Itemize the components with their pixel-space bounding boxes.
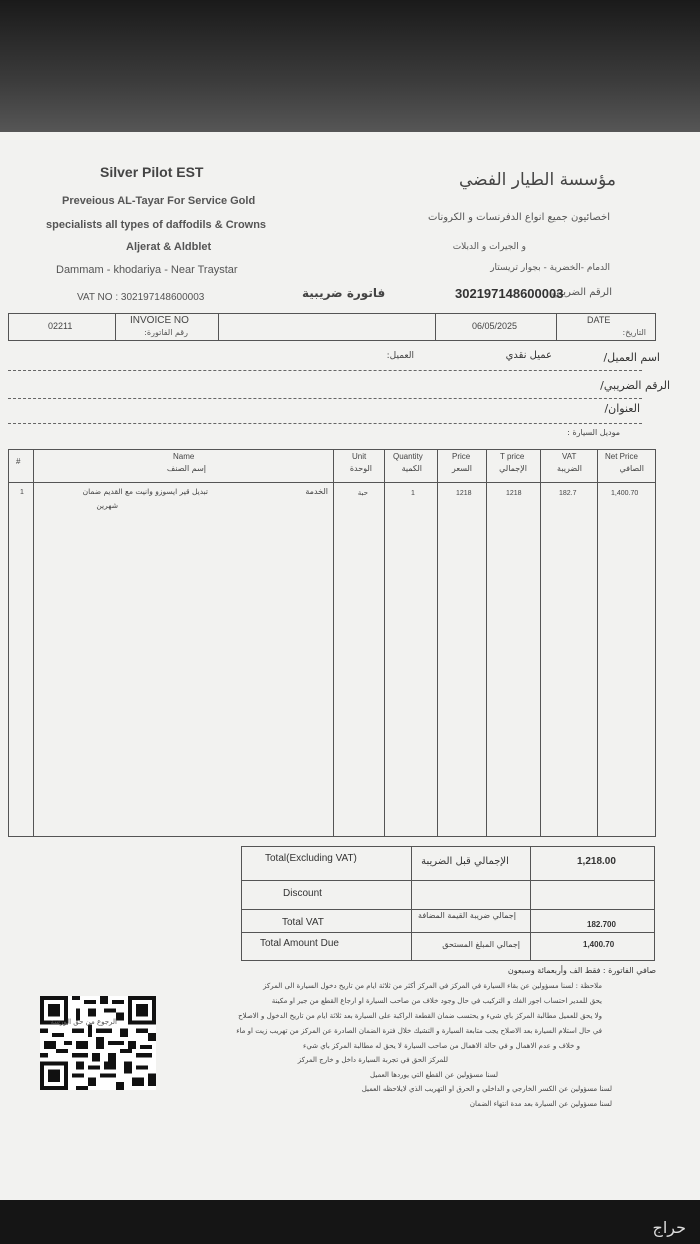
row-name-line1: تبديل قير ايسوزو وانيت مع القديم ضمان <box>82 487 208 496</box>
invoice-date: 06/05/2025 <box>472 321 518 331</box>
amount-due-label-ar: إجمالي المبلغ المستحق <box>442 940 520 949</box>
note-line-6: للمركز الحق في تجربة السيارة داخل و خارج المركز <box>297 1056 448 1064</box>
header-net-price: Net Price <box>605 452 638 461</box>
company-line1-en: Preveious AL-Tayar For Service Gold <box>62 195 256 207</box>
row-price: 1218 <box>456 490 472 497</box>
header-vat-ar: الضريبة <box>557 464 582 473</box>
header-vat: VAT <box>562 452 577 461</box>
client-label: العميل: <box>386 351 414 361</box>
total-excl-label: Total(Excluding VAT) <box>265 853 357 864</box>
header-price: Price <box>452 452 471 461</box>
row-index: 1 <box>20 489 24 496</box>
company-name-en: Silver Pilot EST <box>100 164 204 180</box>
invoice-paper <box>0 132 700 1200</box>
note-line-9: لسنا مسؤولين عن السيارة بعد مدة انتهاء الضمان <box>469 1100 612 1108</box>
amount-in-words: صافي الفاتورة : فقط الف وأربعمائة وسبعون <box>507 966 656 975</box>
header-tprice-ar: الإجمالي <box>499 464 527 473</box>
company-line2-en: specialists all types of daffodils & Crowns <box>46 219 267 231</box>
date-label-ar: التاريخ: <box>622 328 646 337</box>
qr-code <box>40 996 156 1090</box>
header-unit-ar: الوحدة <box>349 464 372 473</box>
invoice-number: 02211 <box>48 321 73 331</box>
row-total-price: 1218 <box>506 490 522 497</box>
row-type: الخدمة <box>305 487 328 496</box>
header-name-ar: إسم الصنف <box>166 464 206 473</box>
note-line-1: ملاحظة : لسنا مسؤولين عن بقاء السيارة في المركز في المركز أكثر من ثلاثة ايام من تاريخ دخول السيارة الى المركز <box>263 982 602 990</box>
company-line1-ar: اخصائيون جميع انواع الدفرنسات و الكرونات <box>428 212 610 223</box>
row-name-line2: شهرين <box>96 501 118 510</box>
company-address-ar: الدمام -الخضرية - بجوار تريستار <box>490 263 610 273</box>
row-quantity: 1 <box>411 490 415 497</box>
top-background <box>0 0 700 134</box>
discount-label: Discount <box>283 888 322 899</box>
header-index: # <box>16 457 21 466</box>
row-unit: حبة <box>357 489 368 497</box>
total-excl-label-ar: الإجمالي قبل الضريبة <box>421 856 509 867</box>
amount-due-value: 1,400.70 <box>583 940 615 949</box>
company-vat-ar-label: الرقم الضريبي : <box>545 287 612 298</box>
note-line-5: و خلاف و عدم الاهمال و في حالة الاهمال من صاحب السيارة لا يحق له مطالبة المركز باي شيء <box>303 1042 580 1050</box>
company-vat-en: VAT NO : 302197148600003 <box>77 292 205 303</box>
company-line3-en: Aljerat & Aldblet <box>126 241 212 253</box>
header-unit: Unit <box>352 452 367 461</box>
haraj-watermark: حراج <box>652 1218 686 1237</box>
header-tprice: T price <box>500 452 525 461</box>
header-quantity-ar: الكمية <box>401 464 422 473</box>
note-line-8: لسنا مسؤولين عن الكسر الخارجي و الداخلي و الحرق او التهريب الذي لايلاحظه العميل <box>361 1085 612 1093</box>
customer-address-label: العنوان/ <box>604 402 640 415</box>
return-note: الرجوع من حق الورشة <box>50 1018 117 1026</box>
date-label: DATE <box>587 315 611 325</box>
header-name: Name <box>173 452 195 461</box>
note-line-3: ولا يحق للعميل مطالبة المركز باي شيء و يحتسب ضمان القطعة الراكبة على السيارة بعد ثلاثة ايام من تاريخ الدخول و الاصلاح <box>238 1012 602 1020</box>
total-vat-label-ar: إجمالي ضريبة القيمة المضافة <box>418 911 516 920</box>
bottom-background <box>0 1198 700 1244</box>
note-line-4: في حال استلام السيارة بعد الاصلاح يجب متابعة السيارة و التشيك خلال فترة الضمان الصادرة عن المركز من تهريب زيت او ماء <box>236 1027 602 1035</box>
header-net-price-ar: الصافي <box>619 464 644 473</box>
tax-invoice-title: فاتورة ضريبية <box>302 286 386 300</box>
customer-name-value: عميل نقدي <box>505 350 552 361</box>
invoice-no-label: INVOICE NO <box>130 315 189 326</box>
note-line-7: لسنا مسؤولين عن القطع التي يوردها العميل <box>370 1071 498 1079</box>
customer-name-label: اسم العميل/ <box>603 351 660 364</box>
total-excl-value: 1,218.00 <box>577 856 616 867</box>
company-vat-number: 302197148600003 <box>455 286 564 301</box>
invoice-no-label-ar: رقم الفاتورة: <box>144 328 188 337</box>
amount-due-label: Total Amount Due <box>260 938 339 949</box>
header-price-ar: السعر <box>451 464 472 473</box>
company-address-en: Dammam - khodariya - Near Traystar <box>56 264 238 276</box>
total-vat-value: 182.700 <box>587 920 616 929</box>
car-model-label: موديل السيارة : <box>567 428 620 437</box>
customer-tax-label: الرقم الضريبي/ <box>600 379 670 392</box>
company-line3-ar: و الجيرات و الدبلات <box>452 242 526 252</box>
invoice-meta-box <box>8 313 656 341</box>
total-vat-label: Total VAT <box>282 917 324 928</box>
row-vat: 182.7 <box>559 490 577 497</box>
company-name-ar: مؤسسة الطيار الفضي <box>458 170 616 190</box>
row-net-price: 1,400.70 <box>611 490 639 497</box>
header-quantity: Quantity <box>393 452 423 461</box>
note-line-2: يحق للمدير احتساب اجور الفك و التركيب في حال وجود خلاف من صاحب السيارة او ارجاع القطع من جير او مكينة <box>271 997 602 1005</box>
